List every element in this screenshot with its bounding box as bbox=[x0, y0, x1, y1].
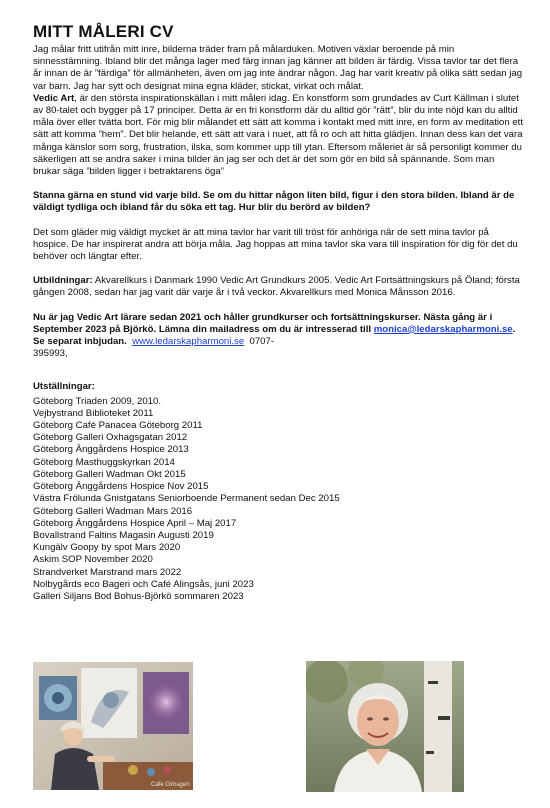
education-paragraph bbox=[33, 275, 523, 299]
teacher-paragraph bbox=[33, 312, 523, 361]
phone-part1: 0707- bbox=[249, 336, 275, 348]
list-item: Göteborg Café Panacea Göteborg 2011 bbox=[33, 420, 203, 432]
teacher-text: Nu är jag Vedic Art lärare sedan 2021 och håller grundkurser och fortsättningskurser. Nästa gång är i September 2023 på Björkö. Lämna din mailadress om du är intresserad till bbox=[33, 311, 493, 335]
vedic-art-text: , är den största inspirationskällan i mitt måleri idag. En konstform som grundades av Curt Källman i slutet av 80-talet och bygger på 17 principer. Detta är en fri konstform där du alltid gör ”rätt”, blir du inte nöjd kan du alltid måla över eller tvätta bort. För mig blir målandet ett sätt att komma i kontakt med mitt inre, en form av meditation ett sätt att komma ”hem”. Det blir helande, ett sätt att vara i nuet, att få ro och att hitta glädjen. Innan dess kan det vara många känslor som sorg, frustration, ilska, som kommer upp till ytan. Eftersom måleriet är så personligt kommer du säkerligen att se andra saker i mina bilder än jag ser och det är det som gör en bild så spännande. Som man brukar säga ”bilden ligger i betraktarens öga” bbox=[33, 92, 524, 178]
list-item: Göteborg Galleri Wadman Okt 2015 bbox=[33, 468, 186, 480]
exhibitions-list bbox=[33, 396, 523, 603]
vedic-art-label: Vedic Art bbox=[33, 92, 75, 104]
list-item: Göteborg Änggårdens Hospice April – Maj 2017 bbox=[33, 517, 237, 529]
invite-text: Se separat inbjudan. bbox=[33, 336, 127, 348]
intro-text: Jag målar fritt utifrån mitt inre, bilderna träder fram på målarduken. Motiven växlar beroende på min sinnesstämning. Ibland blir det många lager med färg innan jag känner att bilden är färdig. Vissa tavlor tar det flera år innan de är ”färdiga” för allmänheten, även om jag inte ändrar någon. Jag har varit kreativ på olika sätt sedan jag var barn. Jag har sytt och designat mina egna kläder, stickat, virkat och målat. bbox=[33, 44, 523, 92]
list-item: Göteborg Änggårdens Hospice 2013 bbox=[33, 444, 189, 456]
list-item: Askim SOP November 2020 bbox=[33, 554, 153, 566]
education-text: Akvarellkurs i Danmark 1990 Vedic Art Grundkurs 2005. Vedic Art Fortsättningskurs på Öland; första gången 2008, sedan har jag varit där varje år i två veckor. Akvarellkurs med Monica Månsson 2016. bbox=[33, 275, 520, 299]
list-item: Göteborg Masthuggskyrkan 2014 bbox=[33, 456, 175, 468]
photos-row bbox=[33, 662, 523, 792]
email-period: . bbox=[512, 323, 516, 335]
list-item: Göteborg Änggårdens Hospice Nov 2015 bbox=[33, 481, 209, 493]
list-item: Västra Frölunda Gnistgatans Seniorboende Permanent sedan Dec 2015 bbox=[33, 493, 340, 505]
page-title: MITT MÅLERI CV bbox=[33, 22, 174, 41]
list-item: Nolbygårds eco Bageri och Café Alingsås, juni 2023 bbox=[33, 578, 254, 590]
website-link[interactable]: www.ledarskapharmoni.se bbox=[132, 336, 245, 348]
email-link[interactable]: monica@ledarskapharmoni.se bbox=[373, 323, 513, 335]
list-item: Vejbystrand Biblioteket 2011 bbox=[33, 407, 154, 419]
list-item: Göteborg Galleri Oxhagsgatan 2012 bbox=[33, 432, 188, 444]
exhibitions-heading: Utställningar: bbox=[33, 381, 95, 393]
list-item: Bovallstrand Faltins Magasin Augusti 2019 bbox=[33, 529, 214, 541]
list-item: Göteborg Galleri Wadman Mars 2016 bbox=[33, 505, 193, 517]
photo-caption: Cafe Oxhagen bbox=[151, 782, 190, 788]
phone-part2: 395993, bbox=[33, 348, 68, 360]
artist-painting-photo bbox=[33, 662, 193, 790]
list-item: Strandverket Marstrand mars 2022 bbox=[33, 566, 182, 578]
list-item: Göteborg Triaden 2009, 2010. bbox=[33, 395, 162, 407]
intro-paragraph bbox=[33, 44, 523, 178]
cv-document bbox=[33, 22, 523, 603]
joy-paragraph: Det som gläder mig väldigt mycket är att mina tavlor har varit till tröst för anhöriga när de sett mina tavlor på hospice. De har inspirerat andra att börja måla. Jag hoppas att mina tavlor ska vara till inspiration för dig för det du behöver och längtar efter. bbox=[33, 226, 518, 263]
list-item: Kungälv Goopy by spot Mars 2020 bbox=[33, 542, 181, 554]
stop-paragraph: Stanna gärna en stund vid varje bild. Se om du hittar någon liten bild, figur i den stora bilden. Ibland är de väldigt tydliga och ibland får du söka ett tag. Hur blir du berörd av bilden? bbox=[33, 190, 515, 214]
list-item: Galleri Siljans Bod Bohus-Björkö sommaren 2023 bbox=[33, 590, 244, 602]
artist-portrait-photo bbox=[306, 661, 464, 792]
education-label: Utbildningar: bbox=[33, 275, 93, 287]
